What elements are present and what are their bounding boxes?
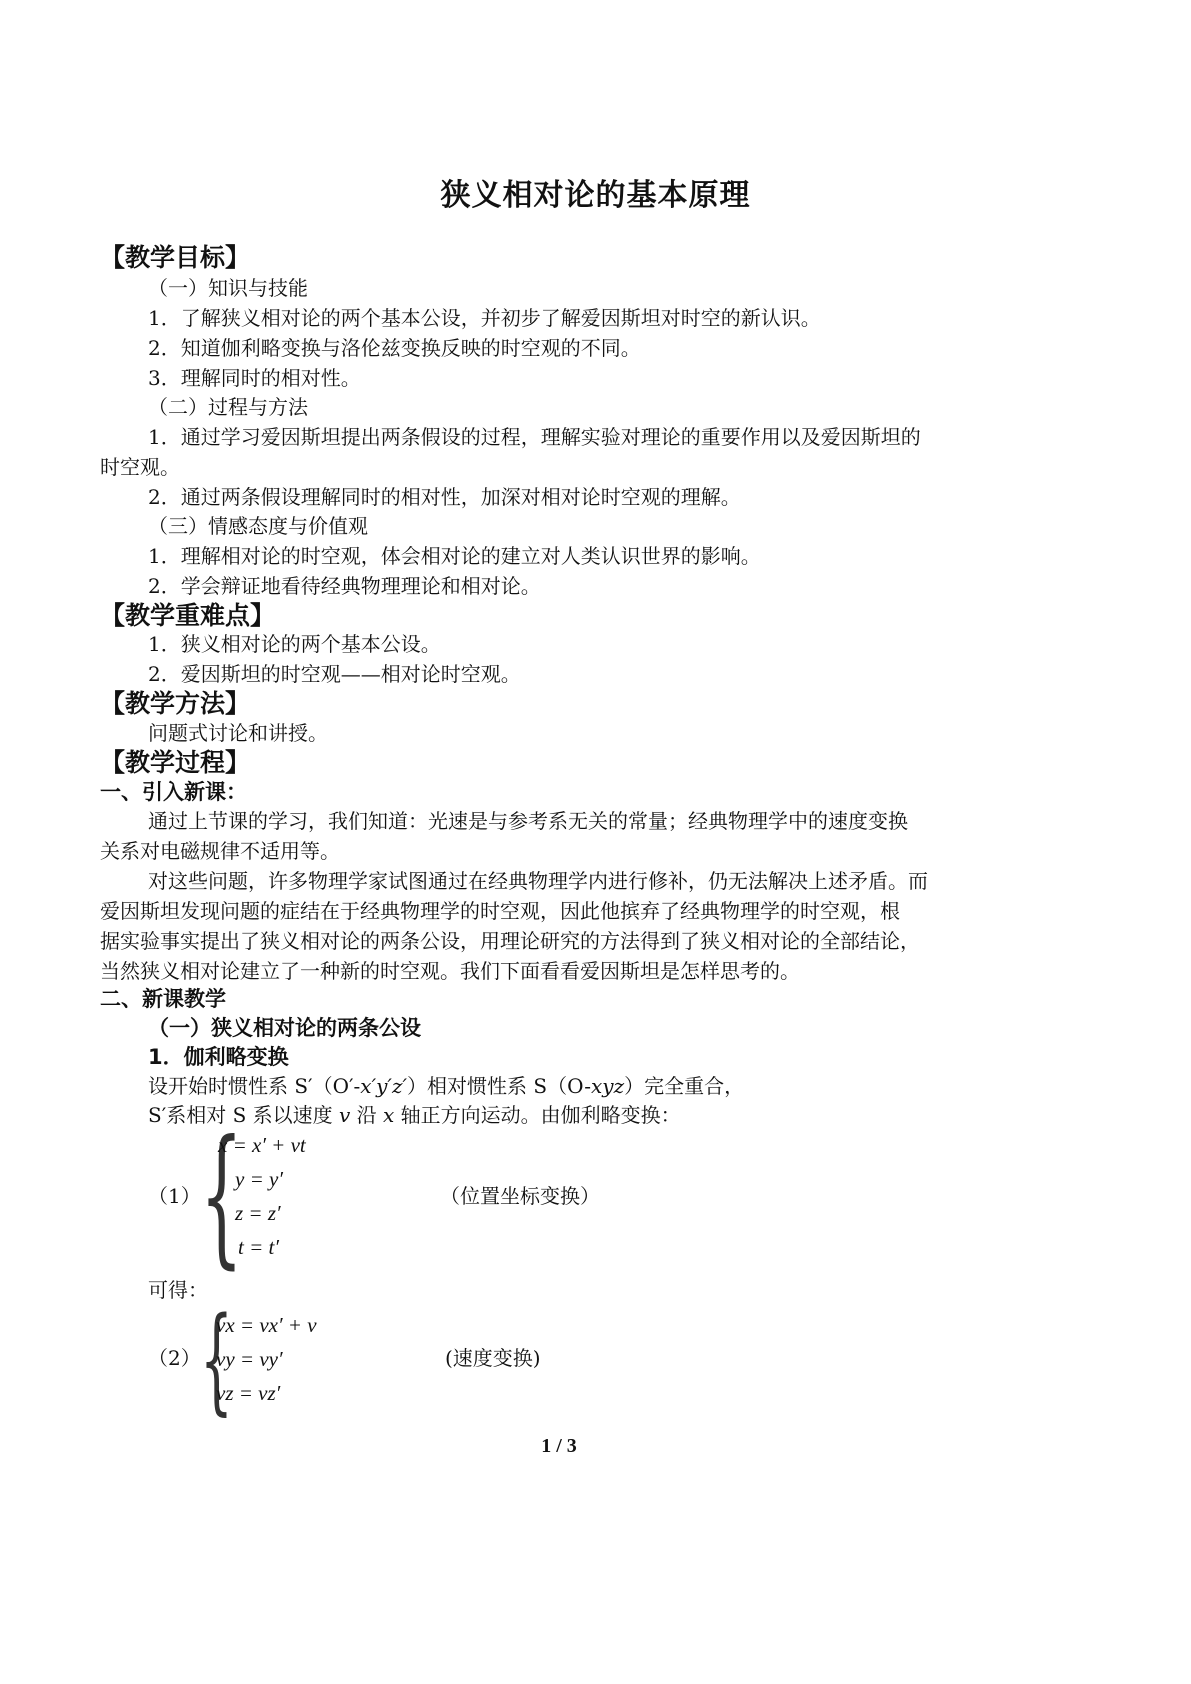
objectives-s2-item-1-line1: 1．通过学习爱因斯坦提出两条假设的过程，理解实验对理论的重要作用以及爱因斯坦的 — [148, 425, 921, 449]
new-lesson-heading: 二、新课教学 — [100, 987, 226, 1011]
equation-1-note: （位置坐标变换） — [440, 1184, 600, 1208]
equation-1-brace: { — [200, 1109, 243, 1283]
method-text: 问题式讨论和讲授。 — [148, 721, 328, 745]
frame-description-line1: 设开始时惯性系 S′（O′-x′y′z′）相对惯性系 S（O-xyz）完全重合， — [148, 1074, 745, 1098]
equation-1-line-4: t = t′ — [238, 1235, 279, 1259]
frame-description-line2: S′系相对 S 系以速度 v 沿 x 轴正方向运动。由伽利略变换： — [148, 1103, 681, 1127]
equation-1-line-3: z = z′ — [235, 1201, 281, 1225]
key-point-2: 2．爱因斯坦的时空观——相对论时空观。 — [148, 662, 521, 686]
galileo-heading: 1．伽利略变换 — [148, 1045, 289, 1069]
equation-2-brace: { — [200, 1293, 233, 1427]
postulates-heading: （一）狭义相对论的两条公设 — [148, 1016, 421, 1040]
intro-p1-line2: 关系对电磁规律不适用等。 — [100, 839, 340, 863]
equation-2-note: (速度变换) — [445, 1346, 541, 1370]
objectives-s2-item-2: 2．通过两条假设理解同时的相对性，加深对相对论时空观的理解。 — [148, 485, 741, 509]
objectives-s1-item-3: 3．理解同时的相对性。 — [148, 366, 361, 390]
objectives-heading: 【教学目标】 — [100, 243, 251, 272]
derive-text: 可得： — [148, 1278, 208, 1302]
intro-p2-line1: 对这些问题，许多物理学家试图通过在经典物理学内进行修补，仍无法解决上述矛盾。而 — [148, 869, 928, 893]
intro-p1-line1: 通过上节课的学习，我们知道：光速是与参考系无关的常量；经典物理学中的速度变换 — [148, 809, 908, 833]
intro-p2-line3: 据实验事实提出了狭义相对论的两条公设，用理论研究的方法得到了狭义相对论的全部结论， — [100, 929, 920, 953]
key-points-heading: 【教学重难点】 — [100, 601, 276, 630]
objectives-sub1: （一）知识与技能 — [148, 276, 308, 300]
equation-1-line-2: y = y′ — [235, 1167, 283, 1191]
method-heading: 【教学方法】 — [100, 689, 251, 718]
equation-1-line-1: x = x′ + vt — [218, 1133, 306, 1157]
objectives-sub3: （三）情感态度与价值观 — [148, 514, 368, 538]
objectives-sub2: （二）过程与方法 — [148, 395, 308, 419]
page-number: 1 / 3 — [541, 1435, 577, 1457]
intro-p2-line4: 当然狭义相对论建立了一种新的时空观。我们下面看看爱因斯坦是怎样思考的。 — [100, 959, 800, 983]
key-point-1: 1．狭义相对论的两个基本公设。 — [148, 632, 441, 656]
page-title: 狭义相对论的基本原理 — [440, 178, 751, 213]
intro-p2-line2: 爱因斯坦发现问题的症结在于经典物理学的时空观，因此他摈弃了经典物理学的时空观，根 — [100, 899, 900, 923]
equation-2-line-1: vx = vx′ + v — [216, 1313, 317, 1337]
objectives-s1-item-1: 1．了解狭义相对论的两个基本公设，并初步了解爱因斯坦对时空的新认识。 — [148, 306, 821, 330]
equation-2-line-2: vy = vy′ — [216, 1347, 283, 1371]
objectives-s2-item-1-line2: 时空观。 — [100, 455, 180, 479]
equation-2-line-3: vz = vz′ — [216, 1381, 281, 1405]
process-heading: 【教学过程】 — [100, 748, 251, 777]
intro-heading: 一、引入新课： — [100, 780, 247, 804]
equation-2-label: （2） — [148, 1346, 201, 1370]
objectives-s1-item-2: 2．知道伽利略变换与洛伦兹变换反映的时空观的不同。 — [148, 336, 641, 360]
equation-1-label: （1） — [148, 1184, 201, 1208]
objectives-s3-item-1: 1．理解相对论的时空观，体会相对论的建立对人类认识世界的影响。 — [148, 544, 761, 568]
objectives-s3-item-2: 2．学会辩证地看待经典物理理论和相对论。 — [148, 574, 541, 598]
